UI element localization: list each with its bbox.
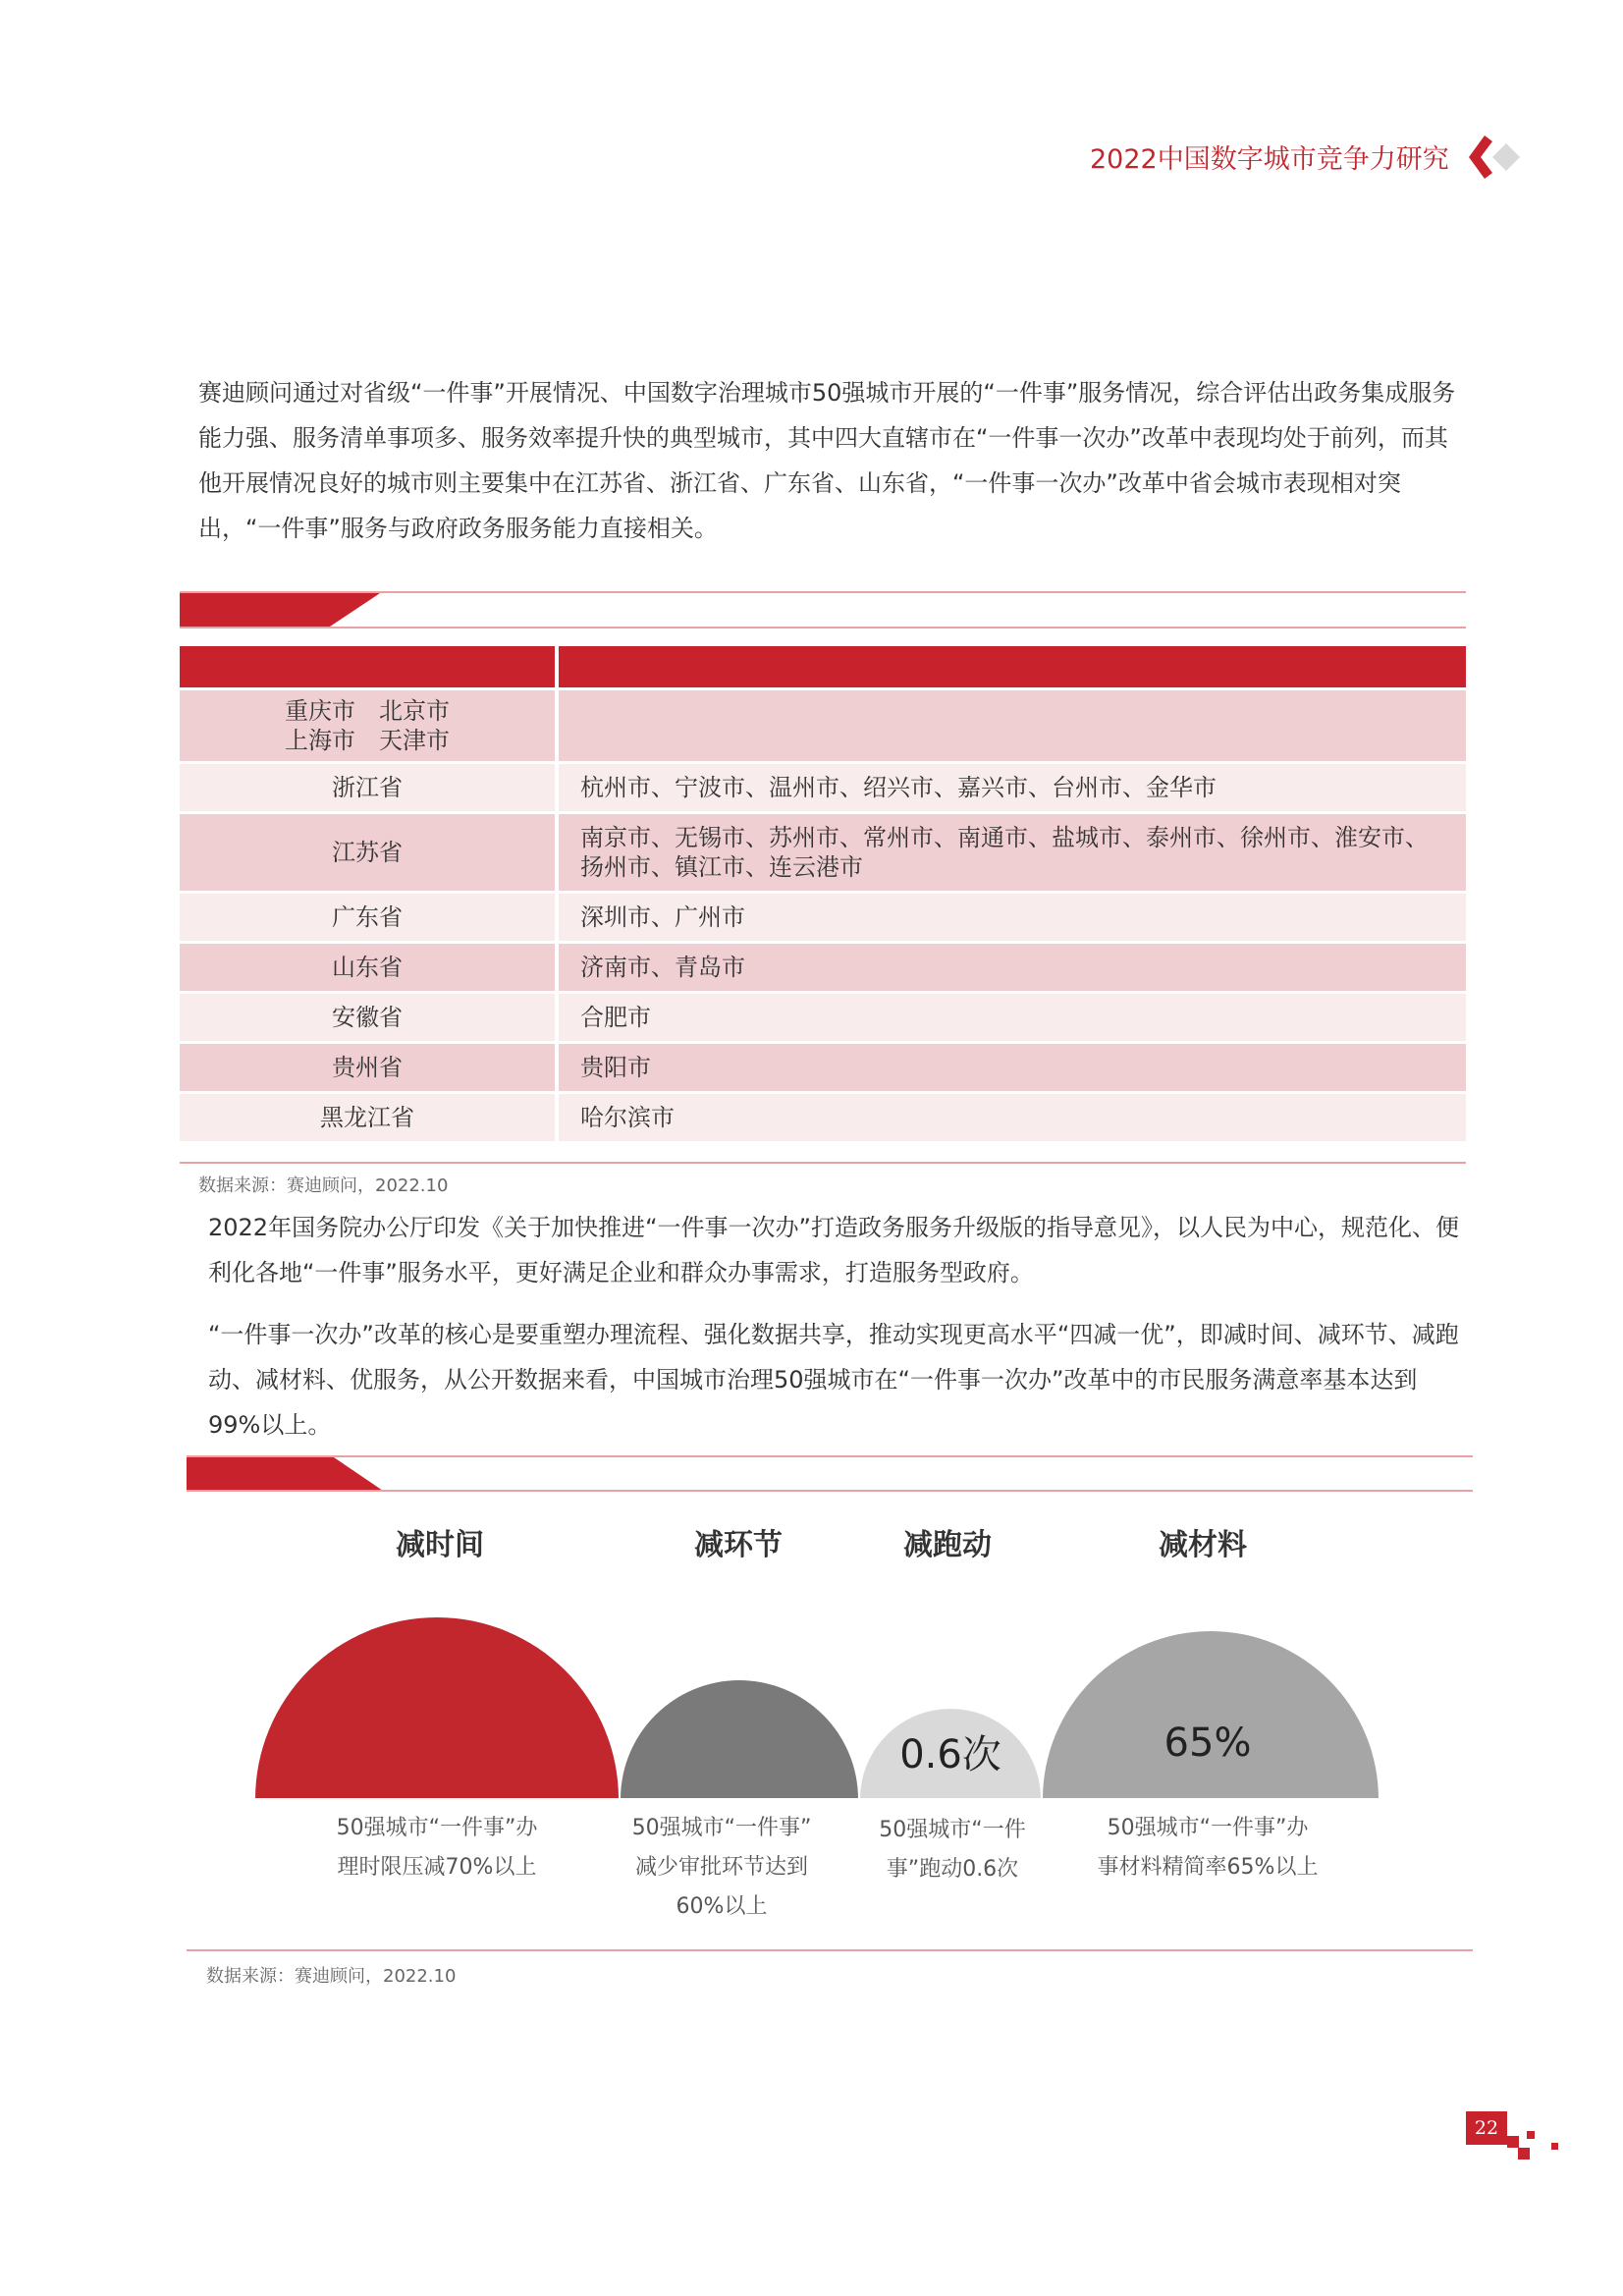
table-source-note: 数据来源：赛迪顾问，2022.10 bbox=[198, 1175, 449, 1196]
cities-cell: 合肥市 bbox=[559, 994, 1466, 1041]
province-cell: 重庆市 北京市 上海市 天津市 bbox=[180, 690, 559, 761]
table-bottom-rule bbox=[180, 1162, 1466, 1164]
intro-paragraph: 赛迪顾问通过对省级“一件事”开展情况、中国数字治理城市50强城市开展的“一件事”服务情况，综合评估出政务集成服务能力强、服务清单事项多、服务效率提升快的典型城市，其中四大直辖市在“一件事一次办”改革中表现均处于前列，而其他开展情况良好的城市则主要集中在江苏省、浙江省、广东省、山东省，“一件事一次办”改革中省会城市表现相对突出，“一件事”服务与政府政务服务能力直接相关。 bbox=[198, 379, 1456, 542]
metric-value-materials: 65% bbox=[1163, 1721, 1252, 1766]
metric-desc-materials: 50强城市“一件事”办 事材料精简率65%以上 bbox=[1097, 1816, 1319, 1880]
province-cell: 浙江省 bbox=[180, 764, 559, 811]
cities-cell: 杭州市、宁波市、温州市、绍兴市、嘉兴市、台州市、金华市 bbox=[559, 764, 1466, 811]
cities-cell: 济南市、青岛市 bbox=[559, 944, 1466, 991]
semicircle-materials bbox=[1043, 1631, 1379, 1799]
table-row bbox=[180, 894, 1466, 941]
table-row bbox=[180, 944, 1466, 991]
metric-title-materials: 减材料 bbox=[1159, 1528, 1247, 1562]
infographic-bottom-rule bbox=[187, 1949, 1473, 1951]
decor-square bbox=[1527, 2131, 1535, 2139]
metric-desc-trips: 50强城市“一件 事”跑动0.6次 bbox=[879, 1818, 1026, 1882]
table-section-banner bbox=[180, 589, 1466, 629]
semicircle-steps bbox=[621, 1680, 858, 1799]
decor-square bbox=[1507, 2136, 1519, 2148]
typical-cities-table bbox=[180, 643, 1466, 1144]
cities-cell: 贵阳市 bbox=[559, 1044, 1466, 1091]
metric-desc-steps: 50强城市“一件事” 减少审批环节达到 60%以上 bbox=[631, 1816, 812, 1919]
table-header-province bbox=[180, 646, 559, 687]
decor-square bbox=[1551, 2143, 1558, 2150]
table-header-cities bbox=[559, 646, 1466, 687]
province-cell: 黑龙江省 bbox=[180, 1094, 559, 1141]
cities-cell: 深圳市、广州市 bbox=[559, 894, 1466, 941]
metric-desc-time: 50强城市“一件事”办 理时限压减70%以上 bbox=[336, 1816, 538, 1880]
table-row bbox=[180, 764, 1466, 811]
province-cell: 贵州省 bbox=[180, 1044, 559, 1091]
semicircle-chart bbox=[245, 1591, 1394, 1807]
reform-paragraph: “一件事一次办”改革的核心是要重塑办理流程、强化数据共享，推动实现更高水平“四减一优”，即减时间、减环节、减跑动、减材料、优服务，从公开数据来看，中国城市治理50强城市在“一件事一次办”改革中的市民服务满意率基本达到99%以上。 bbox=[208, 1321, 1459, 1439]
chevron-diamond-logo bbox=[1463, 130, 1532, 185]
table-row bbox=[180, 1044, 1466, 1091]
table-row bbox=[180, 1094, 1466, 1141]
metric-title-steps: 减环节 bbox=[694, 1528, 783, 1562]
infographic-source-note: 数据来源：赛迪顾问，2022.10 bbox=[206, 1966, 457, 1987]
cities-cell: 哈尔滨市 bbox=[559, 1094, 1466, 1141]
infographic-section-banner bbox=[187, 1453, 1473, 1493]
report-title: 2022中国数字城市竞争力研究 bbox=[1090, 144, 1449, 175]
metric-value-trips: 0.6次 bbox=[899, 1732, 1001, 1777]
province-cell: 安徽省 bbox=[180, 994, 559, 1041]
policy-paragraph: 2022年国务院办公厅印发《关于加快推进“一件事一次办”打造政务服务升级版的指导意见》，以人民为中心，规范化、便利化各地“一件事”服务水平，更好满足企业和群众办事需求，打造服务型政府。 bbox=[208, 1214, 1459, 1286]
table-row bbox=[180, 994, 1466, 1041]
metric-title-time: 减时间 bbox=[396, 1528, 484, 1562]
table-row bbox=[180, 690, 1466, 761]
province-cell: 山东省 bbox=[180, 944, 559, 991]
semicircle-time bbox=[255, 1617, 619, 1799]
province-cell: 广东省 bbox=[180, 894, 559, 941]
province-cell: 江苏省 bbox=[180, 814, 559, 891]
cities-cell: 南京市、无锡市、苏州市、常州市、南通市、盐城市、泰州市、徐州市、淮安市、扬州市、镇江市、连云港市 bbox=[559, 814, 1466, 891]
decor-square bbox=[1518, 2148, 1530, 2159]
page-number: 22 bbox=[1466, 2111, 1507, 2145]
table-header-row bbox=[180, 646, 1466, 687]
cities-cell bbox=[559, 690, 1466, 761]
table-row bbox=[180, 814, 1466, 891]
metric-title-trips: 减跑动 bbox=[903, 1528, 992, 1562]
